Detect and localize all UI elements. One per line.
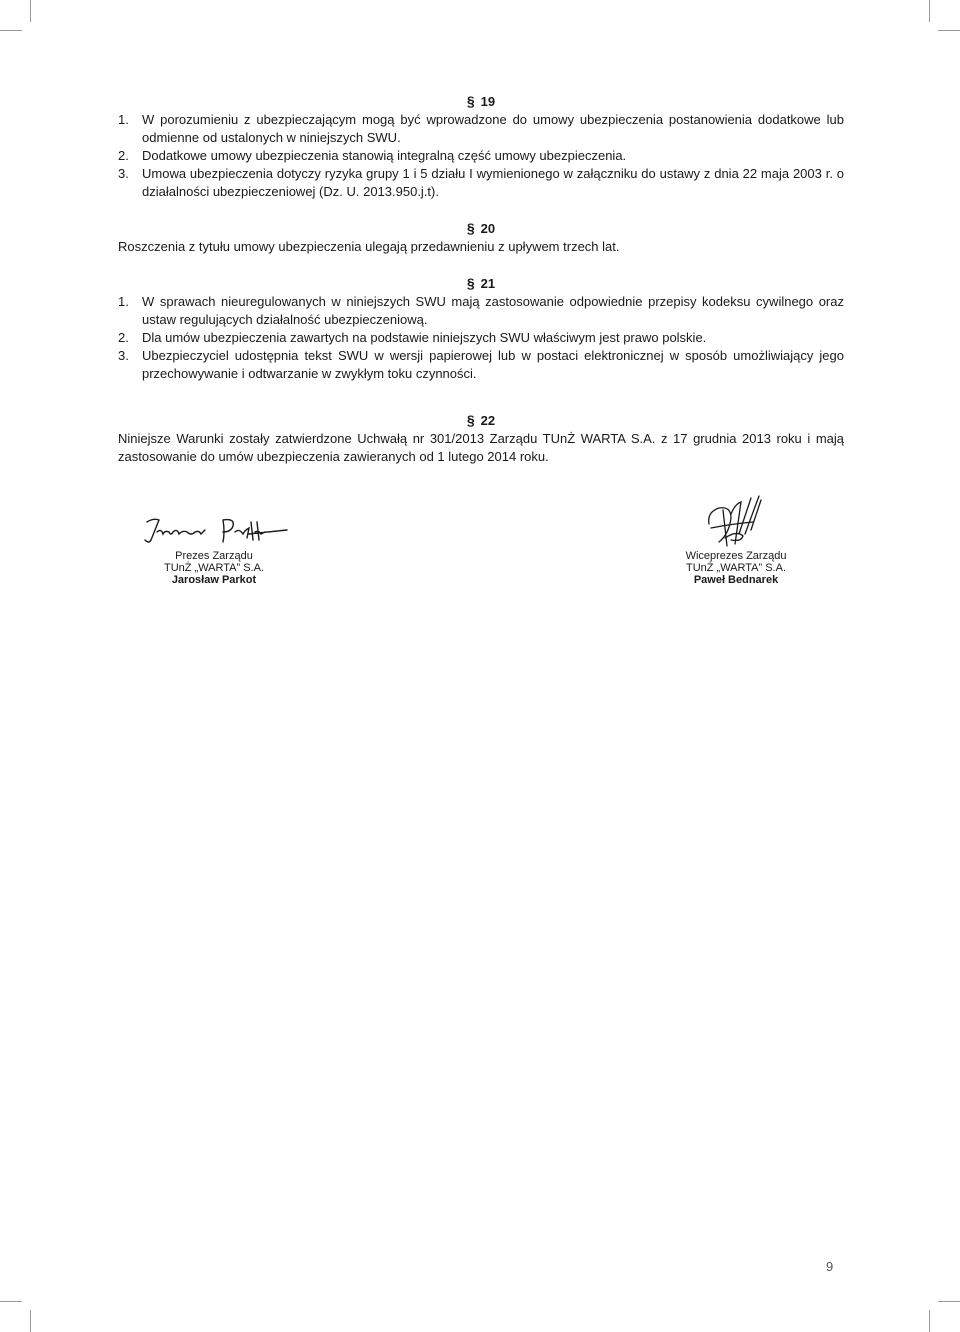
list-item xyxy=(118,329,844,347)
crop-mark xyxy=(929,1310,930,1332)
section-symbol: § xyxy=(466,93,475,109)
item-text: Umowa ubezpieczenia dotyczy ryzyka grupy 1 i 5 działu I wymienionego w załączniku do ustawy z dnia 22 maja 2003 r. o działalności ubezpieczeniowej (Dz. U. 2013.950.j.t). xyxy=(142,166,844,199)
item-number: 2. xyxy=(118,148,129,163)
item-number: 3. xyxy=(118,348,129,363)
section-number: 19 xyxy=(480,94,496,109)
item-number: 1. xyxy=(118,294,129,309)
crop-mark xyxy=(938,30,960,31)
signature-block-left xyxy=(94,486,334,586)
signature-block-right xyxy=(616,486,856,586)
signer-role: Prezes Zarządu xyxy=(175,550,253,562)
item-number: 3. xyxy=(118,166,129,181)
crop-mark xyxy=(0,1301,22,1302)
section-heading xyxy=(118,274,844,293)
page-number: 9 xyxy=(826,1259,834,1274)
item-text: Ubezpieczyciel udostępnia tekst SWU w wersji papierowej lub w postaci elektronicznej w sposób umożliwiający jego przechowywanie i odtwarzanie w zwykłym toku czynności. xyxy=(142,348,844,381)
section-number: 21 xyxy=(480,276,496,291)
list-item xyxy=(118,147,844,165)
item-text: W porozumieniu z ubezpieczającym mogą być wprowadzone do umowy ubezpieczenia postanowienia dodatkowe lub odmienne od ustalonych w niniejszych SWU. xyxy=(142,112,844,145)
item-text: Dodatkowe umowy ubezpieczenia stanowią integralną część umowy ubezpieczenia. xyxy=(142,148,627,163)
item-number: 1. xyxy=(118,112,129,127)
crop-mark xyxy=(0,30,22,31)
section-symbol: § xyxy=(466,412,475,428)
section-number: 20 xyxy=(480,221,496,236)
list-item xyxy=(118,111,844,147)
signer-name: Jarosław Parkot xyxy=(171,574,257,586)
list-item xyxy=(118,347,844,383)
crop-mark xyxy=(938,1301,960,1302)
section-symbol: § xyxy=(466,220,475,236)
crop-mark xyxy=(30,1310,31,1332)
list-item xyxy=(118,165,844,201)
section-heading xyxy=(118,219,844,238)
section-heading xyxy=(118,92,844,111)
handwritten-signature xyxy=(616,486,856,550)
crop-mark xyxy=(929,0,930,22)
item-text: Dla umów ubezpieczenia zawartych na podstawie niniejszych SWU właściwym jest prawo polskie. xyxy=(142,330,707,345)
handwritten-signature xyxy=(94,486,334,550)
item-number: 2. xyxy=(118,330,129,345)
section-heading xyxy=(118,411,844,430)
section-number: 22 xyxy=(480,413,496,428)
section-symbol: § xyxy=(466,275,475,291)
section-text: Niniejsze Warunki zostały zatwierdzone Uchwałą nr 301/2013 Zarządu TUnŻ WARTA S.A. z 17 grudnia 2013 roku i mają zastosowanie do umów ubezpieczenia zawieranych od 1 lutego 2014 roku. xyxy=(118,431,844,464)
signer-role: Wiceprezes Zarządu xyxy=(685,550,787,562)
signer-company: TUnŻ „WARTA” S.A. xyxy=(685,562,787,574)
signer-company: TUnŻ „WARTA” S.A. xyxy=(163,562,265,574)
document-body xyxy=(118,92,844,466)
signer-name: Paweł Bednarek xyxy=(693,574,779,586)
item-text: W sprawach nieuregulowanych w niniejszych SWU mają zastosowanie odpowiednie przepisy kodeksu cywilnego oraz ustaw regulujących działalność ubezpieczeniową. xyxy=(142,294,844,327)
section-text: Roszczenia z tytułu umowy ubezpieczenia ulegają przedawnieniu z upływem trzech lat. xyxy=(118,239,620,254)
crop-mark xyxy=(30,0,31,22)
list-item xyxy=(118,293,844,329)
